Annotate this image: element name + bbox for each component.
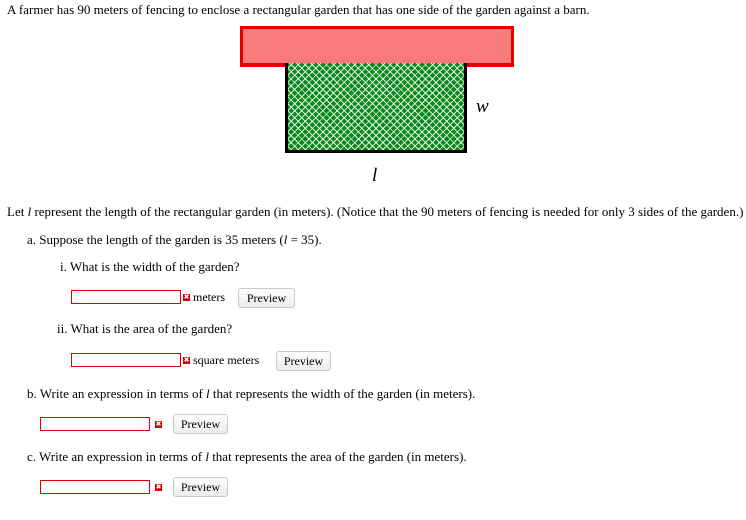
part-a-question <box>27 232 322 248</box>
part-c-text-post: that represents the area of the garden (in meters). <box>208 449 467 464</box>
x-mark-icon: ✖ <box>155 420 162 428</box>
preview-button[interactable]: Preview <box>173 477 228 497</box>
let-statement <box>7 204 743 220</box>
part-a-ii-question: ii. What is the area of the garden? <box>57 321 233 336</box>
part-c-text-pre: c. Write an expression in terms of <box>27 449 206 464</box>
area-answer-input[interactable] <box>71 353 181 367</box>
part-a-eq: = 35). <box>287 232 322 247</box>
barn-shape <box>240 26 514 67</box>
problem-intro: A farmer has 90 meters of fencing to enclose a rectangular garden that has one side of the garden against a barn. <box>7 2 590 17</box>
part-a-text: a. Suppose the length of the garden is 35 meters ( <box>27 232 284 247</box>
part-c-question <box>27 449 467 465</box>
width-expression-input[interactable] <box>40 417 150 431</box>
area-unit-label: square meters <box>193 353 260 367</box>
part-b-question <box>27 386 475 402</box>
length-label: l <box>372 165 378 186</box>
garden-shape <box>285 63 467 153</box>
area-expression-input[interactable] <box>40 480 150 494</box>
x-mark-icon: ✖ <box>183 356 190 364</box>
x-mark-icon: ✖ <box>155 483 162 491</box>
let-text-pre: Let <box>7 204 28 219</box>
width-unit-label: meters <box>193 290 225 304</box>
x-mark-icon: ✖ <box>183 293 190 301</box>
part-a-var: l <box>283 232 288 247</box>
preview-button[interactable]: Preview <box>238 288 295 308</box>
let-text-post: represent the length of the rectangular garden (in meters). (Notice that the 90 meters of fencing is needed for only 3 sides of the garden.) <box>31 204 744 219</box>
width-label: w <box>476 96 489 117</box>
preview-button[interactable]: Preview <box>276 351 331 371</box>
part-c-var: l <box>205 449 209 464</box>
part-b-text-post: that represents the width of the garden (in meters). <box>209 386 476 401</box>
part-a-i-question: i. What is the width of the garden? <box>60 259 240 274</box>
width-answer-input[interactable] <box>71 290 181 304</box>
let-var: l <box>27 204 32 219</box>
part-b-var: l <box>206 386 210 401</box>
part-b-text-pre: b. Write an expression in terms of <box>27 386 207 401</box>
preview-button[interactable]: Preview <box>173 414 228 434</box>
